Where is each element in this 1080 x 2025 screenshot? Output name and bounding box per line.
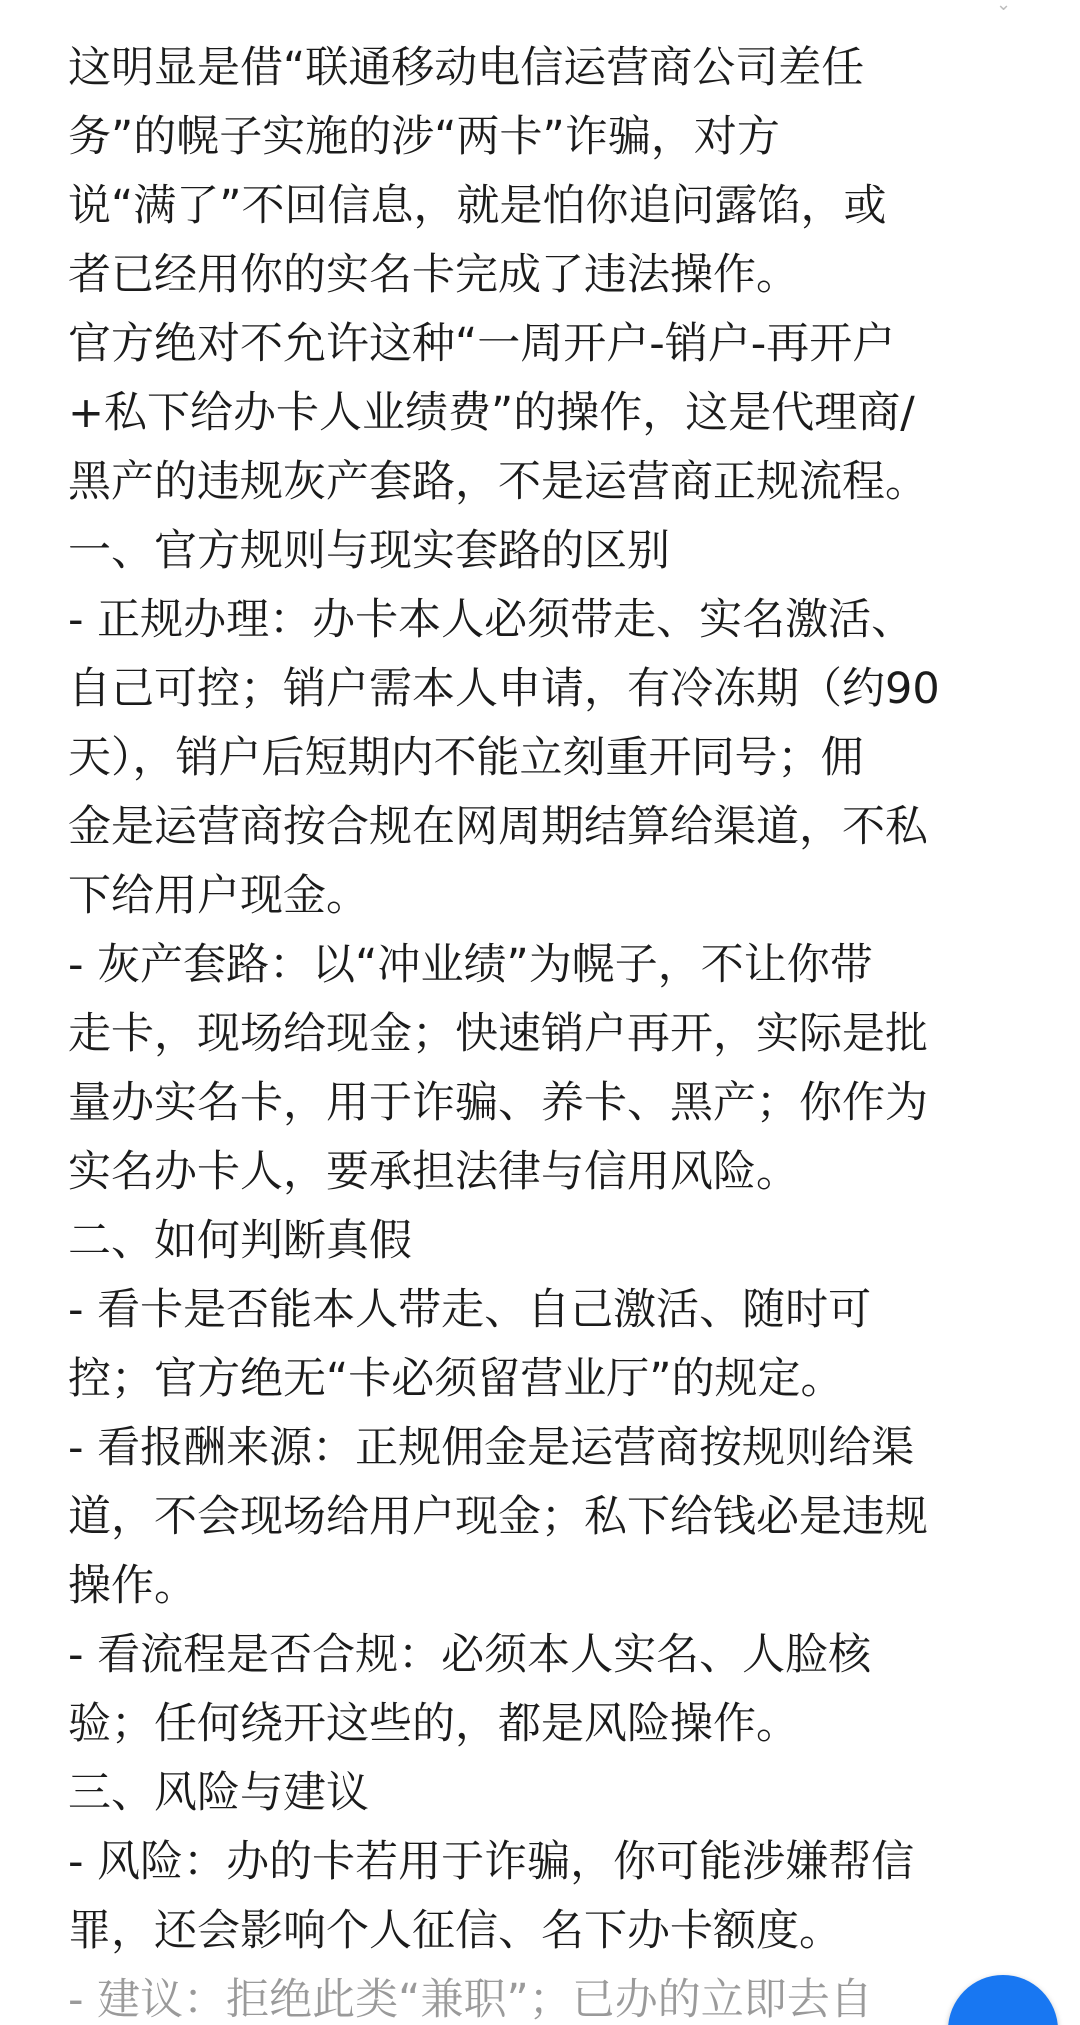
- article-line: 控；官方绝无“卡必须留营业厅”的规定。: [68, 1354, 844, 1404]
- article-body: [68, 34, 1050, 2025]
- article-line: 实名办卡人，要承担法律与信用风险。: [68, 1147, 799, 1197]
- article-line: 黑产的违规灰产套路，不是运营商正规流程。: [68, 457, 928, 507]
- article-line: 这明显是借“联通移动电信运营商公司差任: [68, 43, 865, 93]
- article-line: 务”的幌子实施的涉“两卡”诈骗，对方: [68, 112, 780, 162]
- section-heading: 三、风险与建议: [68, 1768, 369, 1818]
- article-line: 操作。: [68, 1561, 197, 1611]
- article-line: - 建议：拒绝此类“兼职”；已办的立即去自: [68, 1975, 873, 2025]
- top-edge-icon: ⌄: [996, 0, 1012, 15]
- article-line: 罪，还会影响个人征信、名下办卡额度。: [68, 1906, 842, 1956]
- article-line: 金是运营商按合规在网周期结算给渠道，不私: [68, 802, 928, 852]
- article-line: 自己可控；销户需本人申请，有冷冻期（约90: [68, 664, 940, 714]
- article-line: - 灰产套路：以“冲业绩”为幌子，不让你带: [68, 940, 873, 990]
- article-line: 天），销户后短期内不能立刻重开同号；佣: [68, 733, 864, 783]
- article-line: +私下给办卡人业绩费”的操作，这是代理商/: [68, 388, 915, 438]
- article-line: 者已经用你的实名卡完成了违法操作。: [68, 250, 799, 300]
- article-line: 道，不会现场给用户现金；私下给钱必是违规: [68, 1492, 928, 1542]
- article-line: - 看卡是否能本人带走、自己激活、随时可: [68, 1285, 872, 1335]
- article-line: 说“满了”不回信息，就是怕你追问露馅，或: [68, 181, 887, 231]
- article-line: 官方绝对不允许这种“一周开户-销户-再开户: [68, 319, 896, 369]
- article-line: 验；任何绕开这些的，都是风险操作。: [68, 1699, 799, 1749]
- article-line: - 看报酬来源：正规佣金是运营商按规则给渠: [68, 1423, 915, 1473]
- section-heading: 二、如何判断真假: [68, 1216, 412, 1266]
- article-line: - 正规办理：办卡本人必须带走、实名激活、: [68, 595, 915, 645]
- article-line: 走卡，现场给现金；快速销户再开，实际是批: [68, 1009, 928, 1059]
- article-line: 量办实名卡，用于诈骗、养卡、黑产；你作为: [68, 1078, 928, 1128]
- article-line: - 看流程是否合规：必须本人实名、人脸核: [68, 1630, 872, 1680]
- section-heading: 一、官方规则与现实套路的区别: [68, 526, 670, 576]
- article-line: - 风险：办的卡若用于诈骗，你可能涉嫌帮信: [68, 1837, 915, 1887]
- article-line: 下给用户现金。: [68, 871, 369, 921]
